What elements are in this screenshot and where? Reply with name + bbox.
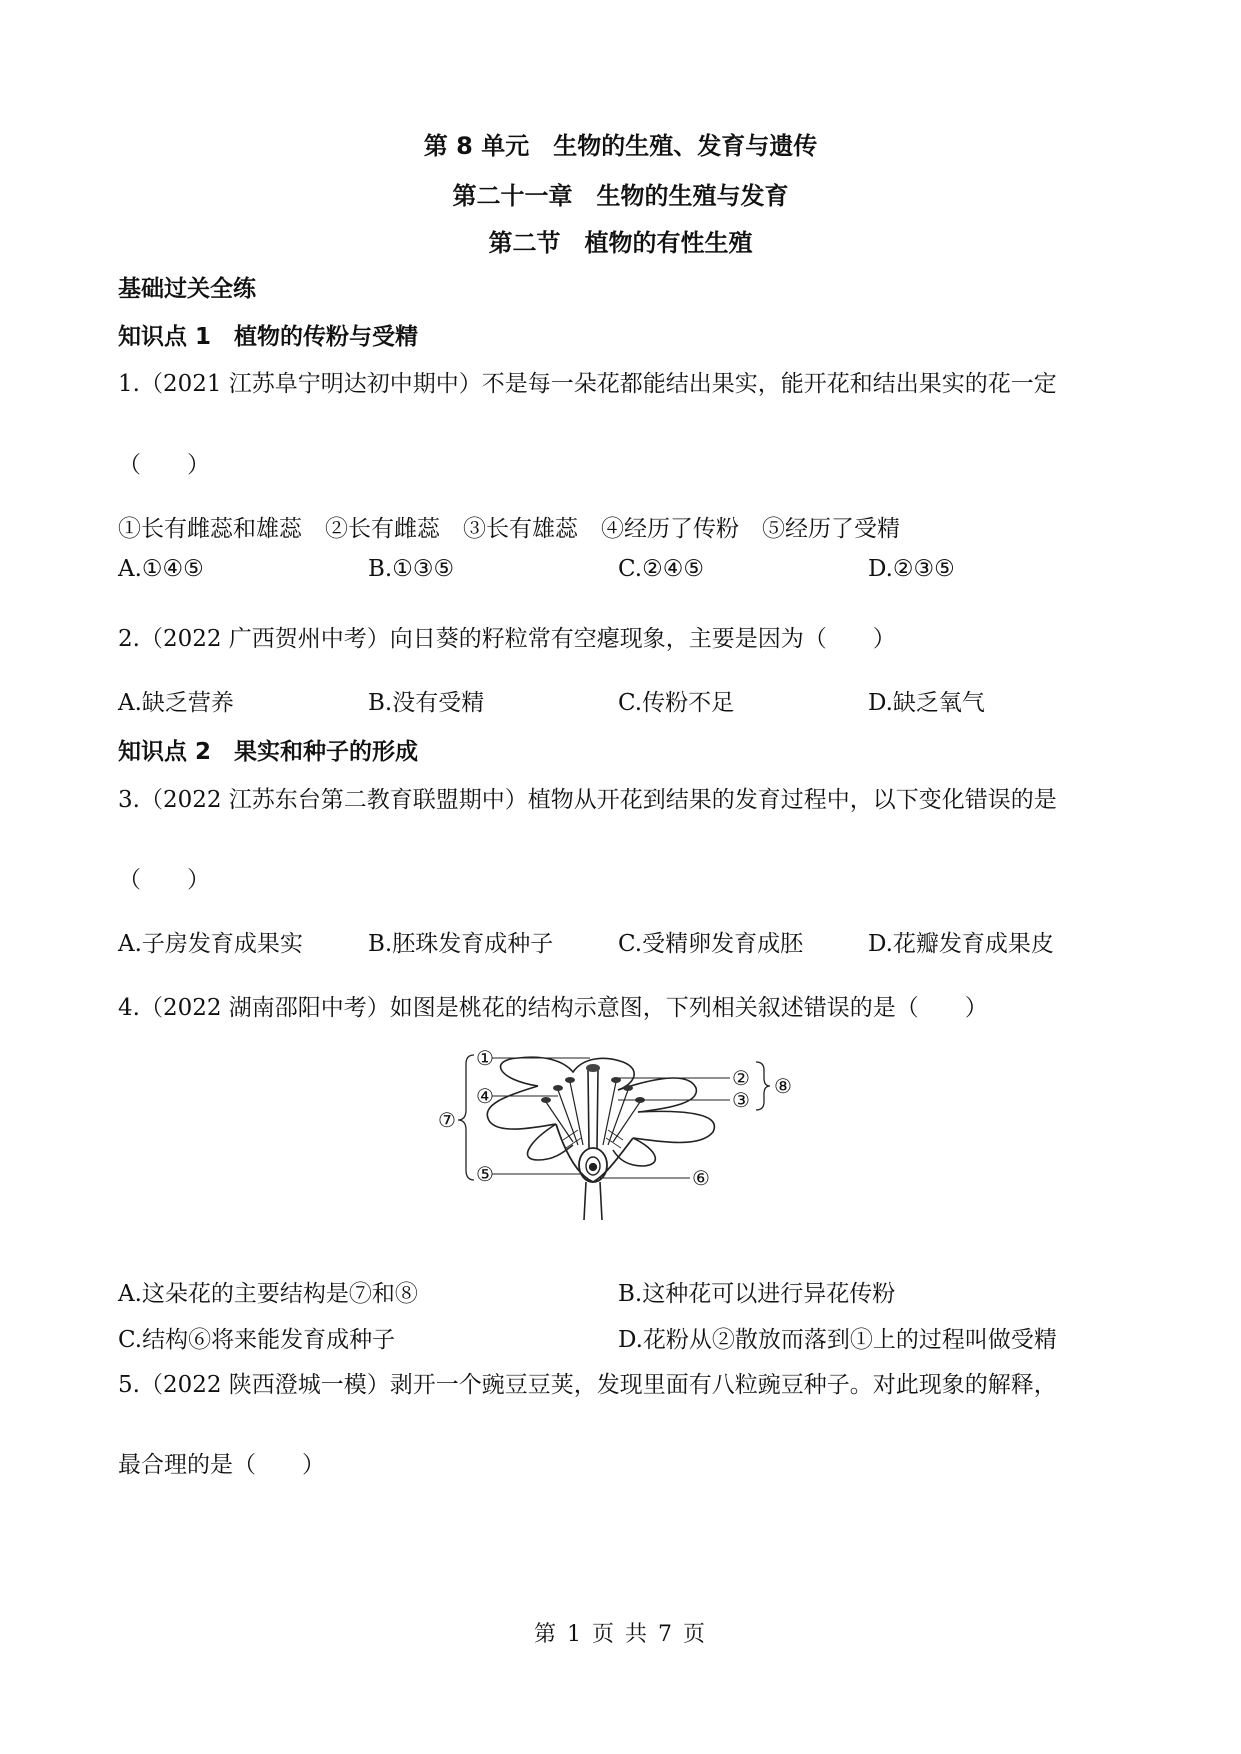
label-2: ②: [732, 1066, 750, 1090]
question-5-stem: 5.（2022 陕西澄城一模）剥开一个豌豆豆荚，发现里面有八粒豌豆种子。对此现象的解释，: [118, 1372, 1057, 1398]
question-3-option-c: C.受精卵发育成胚: [618, 931, 804, 957]
label-8: ⑧: [774, 1074, 792, 1098]
knowledge-point-2: 知识点 2 果实和种子的形成: [118, 739, 419, 765]
question-2-option-b: B.没有受精: [368, 690, 485, 716]
question-4-option-d: D.花粉从②散放而落到①上的过程叫做受精: [618, 1327, 1057, 1353]
question-2-option-c: C.传粉不足: [618, 690, 735, 716]
question-3-stem: 3.（2022 江苏东台第二教育联盟期中）植物从开花到结果的发育过程中，以下变化错误的是: [118, 787, 1057, 813]
peach-flower-diagram: [438, 1050, 798, 1225]
practice-heading: 基础过关全练: [118, 276, 256, 302]
question-3-option-b: B.胚珠发育成种子: [368, 931, 554, 957]
page-footer: 第 1 页 共 7 页: [534, 1622, 707, 1647]
label-5: ⑤: [476, 1162, 494, 1186]
question-2-option-a: A.缺乏营养: [118, 690, 234, 716]
label-1: ①: [476, 1050, 494, 1070]
question-3-blank: （ ）: [118, 867, 210, 893]
question-3-option-d: D.花瓣发育成果皮: [868, 931, 1054, 957]
question-4-stem: 4.（2022 湖南邵阳中考）如图是桃花的结构示意图，下列相关叙述错误的是（ ）: [118, 995, 988, 1021]
unit-title: 第 8 单元 生物的生殖、发育与遗传: [423, 132, 818, 160]
question-1-blank: （ ）: [118, 452, 210, 478]
question-1-stem: 1.（2021 江苏阜宁明达初中期中）不是每一朵花都能结出果实，能开花和结出果实的花一定: [118, 371, 1057, 397]
label-7: ⑦: [438, 1108, 456, 1132]
question-1-option-a: A.①④⑤: [118, 556, 204, 582]
section-title: 第二节 植物的有性生殖: [488, 229, 753, 257]
question-2-option-d: D.缺乏氧气: [868, 690, 985, 716]
label-6: ⑥: [692, 1166, 710, 1190]
question-1-items: ①长有雌蕊和雄蕊 ②长有雌蕊 ③长有雄蕊 ④经历了传粉 ⑤经历了受精: [118, 516, 900, 542]
label-3: ③: [732, 1088, 750, 1112]
question-1-option-b: B.①③⑤: [368, 556, 455, 582]
question-4-option-c: C.结构⑥将来能发育成种子: [118, 1327, 396, 1353]
question-1-option-d: D.②③⑤: [868, 556, 955, 582]
question-2-stem: 2.（2022 广西贺州中考）向日葵的籽粒常有空瘪现象，主要是因为（ ）: [118, 626, 896, 652]
knowledge-point-1: 知识点 1 植物的传粉与受精: [118, 324, 419, 350]
question-4-option-a: A.这朵花的主要结构是⑦和⑧: [118, 1281, 418, 1307]
question-4-option-b: B.这种花可以进行异花传粉: [618, 1281, 896, 1307]
question-1-option-c: C.②④⑤: [618, 556, 704, 582]
label-4: ④: [476, 1084, 494, 1108]
chapter-title: 第二十一章 生物的生殖与发育: [452, 182, 789, 210]
question-5-stem-cont: 最合理的是（ ）: [118, 1452, 325, 1478]
question-3-option-a: A.子房发育成果实: [118, 931, 303, 957]
